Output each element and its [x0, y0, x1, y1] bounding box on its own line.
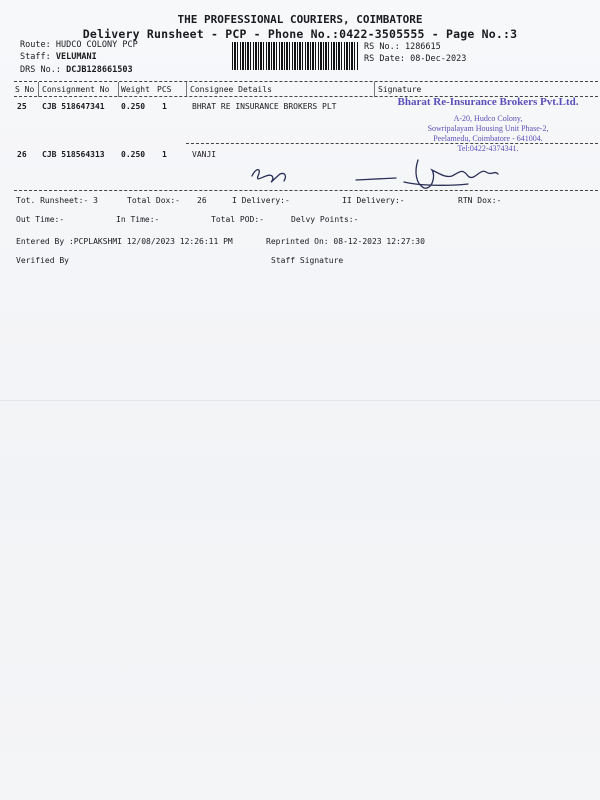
entered-by: Entered By :PCPLAKSHMI 12/08/2023 12:26:11 PM	[16, 237, 233, 246]
total-dox-value: 26	[197, 196, 207, 205]
rs-no-label: RS No.:	[364, 42, 400, 52]
route-value: HUDCO COLONY PCP	[55, 40, 138, 50]
ii-delivery: II Delivery:-	[342, 196, 405, 205]
signature-tail	[404, 182, 468, 185]
reprinted-on: Reprinted On: 08-12-2023 12:27:30	[266, 237, 425, 246]
row-pcs: 1	[162, 150, 167, 159]
row-consignment: CJB 518647341	[42, 102, 105, 111]
signature-vanji	[252, 170, 285, 182]
runsheet-subtitle: Delivery Runsheet - PCP - Phone No.:0422-3505555 - Page No.:3	[82, 27, 518, 41]
header-weight: Weight	[121, 85, 150, 94]
route-label: Route:	[20, 40, 51, 50]
staff-signature: Staff Signature	[271, 256, 344, 265]
row-weight: 0.250	[121, 150, 146, 159]
header-signature: Signature	[378, 85, 422, 94]
header-sno: S No	[15, 85, 35, 94]
row-sno: 25	[17, 102, 27, 111]
header-consignment: Consignment No	[42, 85, 110, 94]
rtn-dox: RTN Dox:-	[458, 196, 502, 205]
staff-value: VELUMANI	[55, 52, 97, 62]
table-bottom-rule	[14, 190, 598, 191]
rs-no-value: 1286615	[404, 42, 441, 52]
stamp-address-line: Peelamedu, Coimbatore - 641004.	[433, 134, 543, 143]
header-pcs: PCS	[157, 85, 172, 94]
in-time: In Time:-	[116, 215, 160, 224]
signature-marks	[0, 0, 600, 200]
signature-receiver	[416, 160, 498, 188]
verified-by: Verified By	[16, 256, 69, 265]
company-title: THE PROFESSIONAL COURIERS, COIMBATORE	[177, 13, 423, 26]
total-pod: Total POD:-	[211, 215, 264, 224]
rs-date-value: 08-Dec-2023	[410, 54, 467, 64]
row-consignee: BHRAT RE INSURANCE BROKERS PLT	[192, 102, 337, 111]
total-dox-label: Total Dox:-	[127, 196, 180, 205]
stamp-company-name: Bharat Re-Insurance Brokers Pvt.Ltd.	[397, 96, 579, 108]
signature-stroke	[356, 178, 396, 180]
drs-label: DRS No.:	[20, 65, 61, 75]
header-consignee: Consignee Details	[190, 85, 272, 94]
drs-value: DCJB128661503	[66, 65, 133, 75]
stamp-address-line: Sowripalayam Housing Unit Phase-2,	[427, 124, 549, 133]
row-pcs: 1	[162, 102, 167, 111]
delvy-points: Delvy Points:-	[291, 215, 359, 224]
out-time: Out Time:-	[16, 215, 65, 224]
row-weight: 0.250	[121, 102, 146, 111]
stamp-phone: Tel:0422-4374341.	[457, 144, 519, 153]
row-consignee: VANJI	[192, 150, 217, 159]
rs-date-label: RS Date:	[364, 54, 405, 64]
stamp-address-line: A-20, Hudco Colony,	[453, 114, 523, 123]
tot-runsheet: Tot. Runsheet:- 3	[16, 196, 98, 205]
row-consignment: CJB 518564313	[42, 150, 105, 159]
i-delivery: I Delivery:-	[232, 196, 290, 205]
paper-fold	[0, 400, 600, 401]
staff-label: Staff:	[20, 52, 51, 62]
row-sno: 26	[17, 150, 27, 159]
